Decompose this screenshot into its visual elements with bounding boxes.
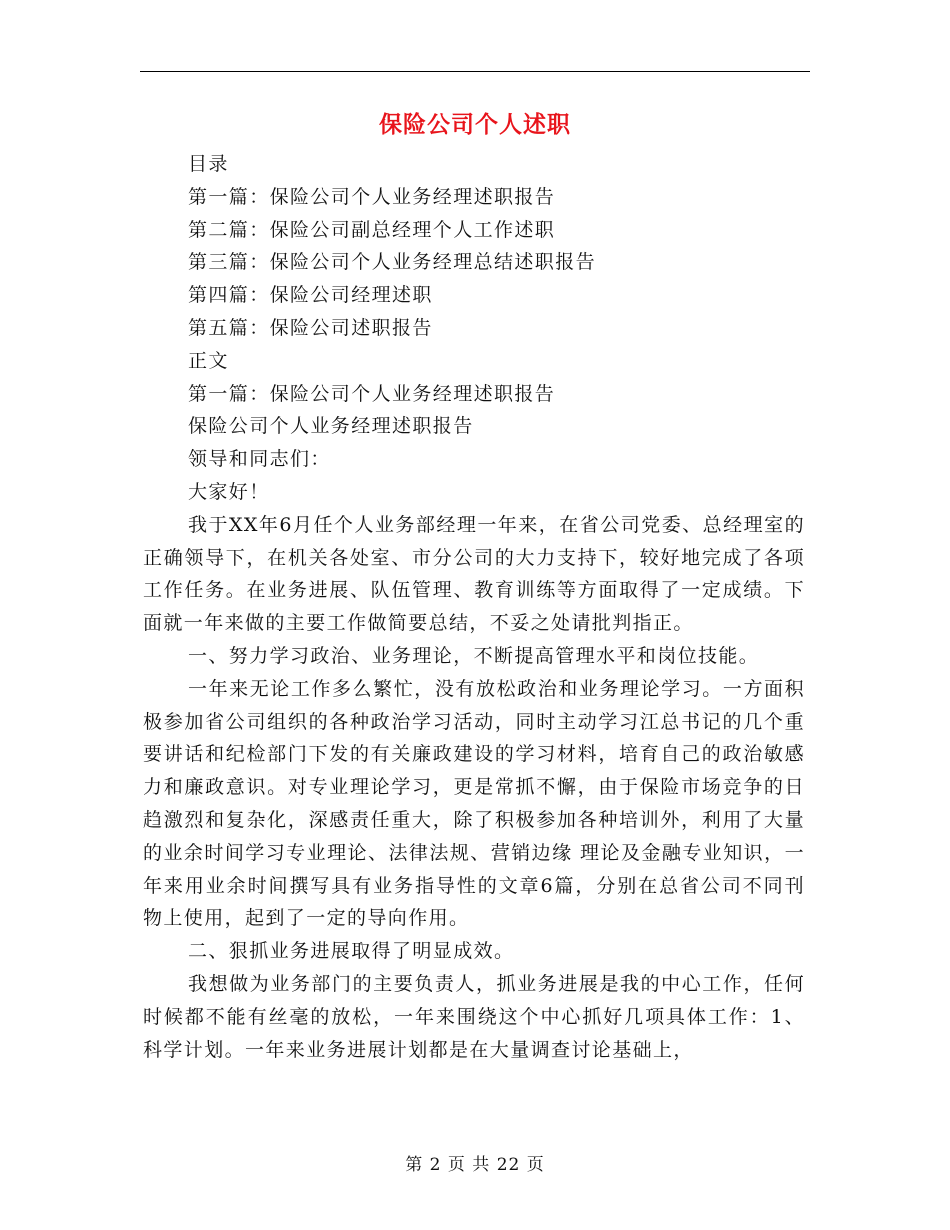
salutation: 领导和同志们： <box>188 448 331 471</box>
paragraph: 我于XX年6月任个人业务部经理一年来，在省公司党委、总经理室的正确领导下，在机关各处室、市分公司的大力支持下，较好地完成了各项工作任务。在业务进展、队伍管理、教育训练等方面取得了一定成绩。下面就一年来做的主要工作做简要总结，不妥之处请批判指正。 <box>143 513 805 635</box>
toc-heading: 目录 <box>188 153 229 175</box>
report-title: 保险公司个人业务经理述职报告 <box>188 415 474 438</box>
greeting: 大家好！ <box>188 480 270 503</box>
document-title: 保险公司个人述职 <box>379 112 571 138</box>
document-body <box>143 148 805 1066</box>
body-heading: 正文 <box>188 349 229 372</box>
paragraph: 我想做为业务部门的主要负责人，抓业务进展是我的中心工作，任何时候都不能有丝毫的放松，一年来围绕这个中心抓好几项具体工作：1、科学计划。一年来业务进展计划都是在大量调查讨论基础上， <box>143 972 805 1061</box>
toc-item[interactable]: 第五篇：保险公司述职报告 <box>188 316 433 339</box>
header-rule <box>140 71 810 72</box>
section-heading: 一、努力学习政治、业务理论，不断提高管理水平和岗位技能。 <box>188 644 760 667</box>
chapter-heading: 第一篇：保险公司个人业务经理述职报告 <box>188 382 556 405</box>
toc-item[interactable]: 第三篇：保险公司个人业务经理总结述职报告 <box>188 251 597 274</box>
section-heading: 二、狠抓业务进展取得了明显成效。 <box>188 940 515 963</box>
paragraph: 一年来无论工作多么繁忙，没有放松政治和业务理论学习。一方面积极参加省公司组织的各种政治学习活动，同时主动学习江总书记的几个重要讲话和纪检部门下发的有关廉政建设的学习材料，培育自己的政治敏感力和廉政意识。对专业理论学习，更是常抓不懈，由于保险市场竞争的日趋激烈和复杂化，深感责任重大，除了积极参加各种培训外，利用了大量的业余时间学习专业理论、法律法规、营销边缘 理论及金融专业知识，一年来用业余时间撰写具有业务指导性的文章6篇，分别在总省公司不同刊物上使用，起到了一定的导向作用。 <box>143 677 805 930</box>
toc-item[interactable]: 第四篇：保险公司经理述职 <box>188 284 433 307</box>
toc-item[interactable]: 第二篇：保险公司副总经理个人工作述职 <box>188 218 556 241</box>
page-number: 第 2 页 共 22 页 <box>405 1155 545 1175</box>
toc-item[interactable]: 第一篇：保险公司个人业务经理述职报告 <box>188 185 556 208</box>
